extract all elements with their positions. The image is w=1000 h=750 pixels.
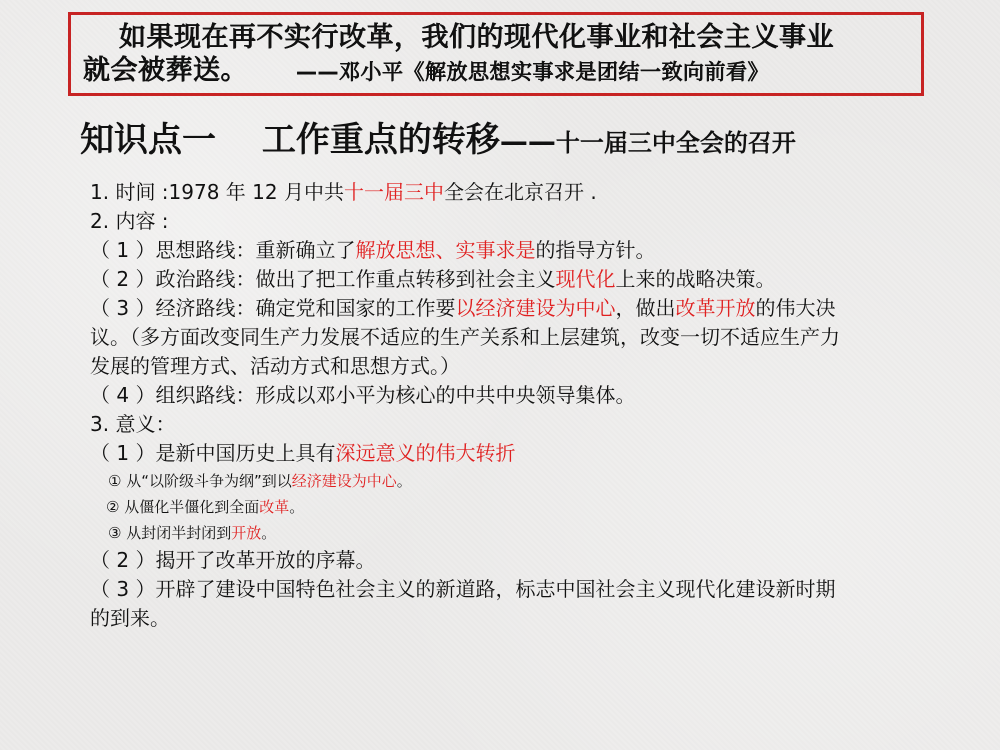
item-3-s1-highlight: 经济建设为中心 [291,472,397,490]
item-2-p1-text-c: 的指导方针。 [535,238,656,262]
item-2-p3-text-c: ，做出 [615,296,676,320]
item-3-s3-text-a: ③ 从封闭半封闭到 [108,524,232,542]
section-title [80,112,796,161]
item-2-p3-highlight-1: 以经济建设为中心 [455,296,616,320]
quote-text [83,21,909,89]
item-2-p2-text-a: （ 2 ）政治路线：做出了把工作重点转移到社会主义 [90,267,556,291]
item-3-point-3: （ 3 ）开辟了建设中国特色社会主义的新道路，标志中国社会主义现代化建设新时期的到来。 [90,577,836,630]
item-2-p2-highlight: 现代化 [555,267,616,291]
quote-line-1: 如果现在再不实行改革，我们的现代化事业和社会主义事业 [119,22,834,53]
quote-line-2-text: 就会被葬送。 [83,55,248,86]
item-3-point-1 [90,439,850,468]
item-3-s2-text-c: 。 [289,498,305,516]
item-2-point-4: （ 4 ）组织路线：形成以邓小平为核心的中共中央领导集体。 [90,383,636,407]
item-3-s1-text-c: 。 [396,472,412,490]
item-2-p3-text-e: 的伟大决议。（多方面改变同生产力发展不适应的生产关系和上层建筑，改变一切不适应生产力发展的管理方式、活动方式和思想方式。） [90,296,840,378]
item-2-heading: 2. 内容 : [90,209,169,233]
slide-content [90,178,850,633]
item-3-p1-text-a: （ 1 ）是新中国历史上具有 [90,441,336,465]
section-title-sub: 十一届三中全会的召开 [555,129,796,157]
item-2-p3-text-a: （ 3 ）经济路线：确定党和国家的工作要 [90,296,456,320]
item-3-s2-highlight: 改革 [259,498,290,516]
quote-box [68,12,924,96]
item-3-point-2: （ 2 ）揭开了改革开放的序幕。 [90,548,376,572]
section-title-dash: —— [499,125,556,158]
item-1-highlight: 十一届三中 [343,180,444,204]
item-3-s1-text-a: ① 从“以阶级斗争为纲”到以 [108,472,292,490]
item-2-point-3 [90,294,850,381]
item-3-heading: 3. 意义： [90,412,176,436]
item-2-p1-highlight: 解放思想、实事求是 [355,238,536,262]
item-3-s3-text-c: 。 [261,524,277,542]
item-3-sub-2 [90,494,850,520]
item-2-p2-text-c: 上来的战略决策。 [615,267,776,291]
item-2-point-2 [90,265,850,294]
section-title-main: 知识点一 工作重点的转移 [80,120,500,160]
item-1-time [90,178,850,207]
item-1-text-a: 1. 时间 :1978 年 12 月中共 [90,180,344,204]
item-2-point-1 [90,236,850,265]
item-3-sub-1 [90,468,850,494]
item-3-p1-highlight: 深远意义的伟大转折 [335,441,516,465]
item-3-s2-text-a: ② 从僵化半僵化到全面 [106,498,260,516]
item-3-s3-highlight: 开放 [231,524,262,542]
item-3-sub-3 [90,520,850,546]
item-2-p1-text-a: （ 1 ）思想路线：重新确立了 [90,238,356,262]
item-1-text-c: 全会在北京召开 . [443,180,597,204]
quote-source: ——邓小平《解放思想实事求是团结一致向前看》 [296,60,769,84]
quote-line-2 [83,54,909,89]
item-2-p3-highlight-2: 改革开放 [675,296,756,320]
